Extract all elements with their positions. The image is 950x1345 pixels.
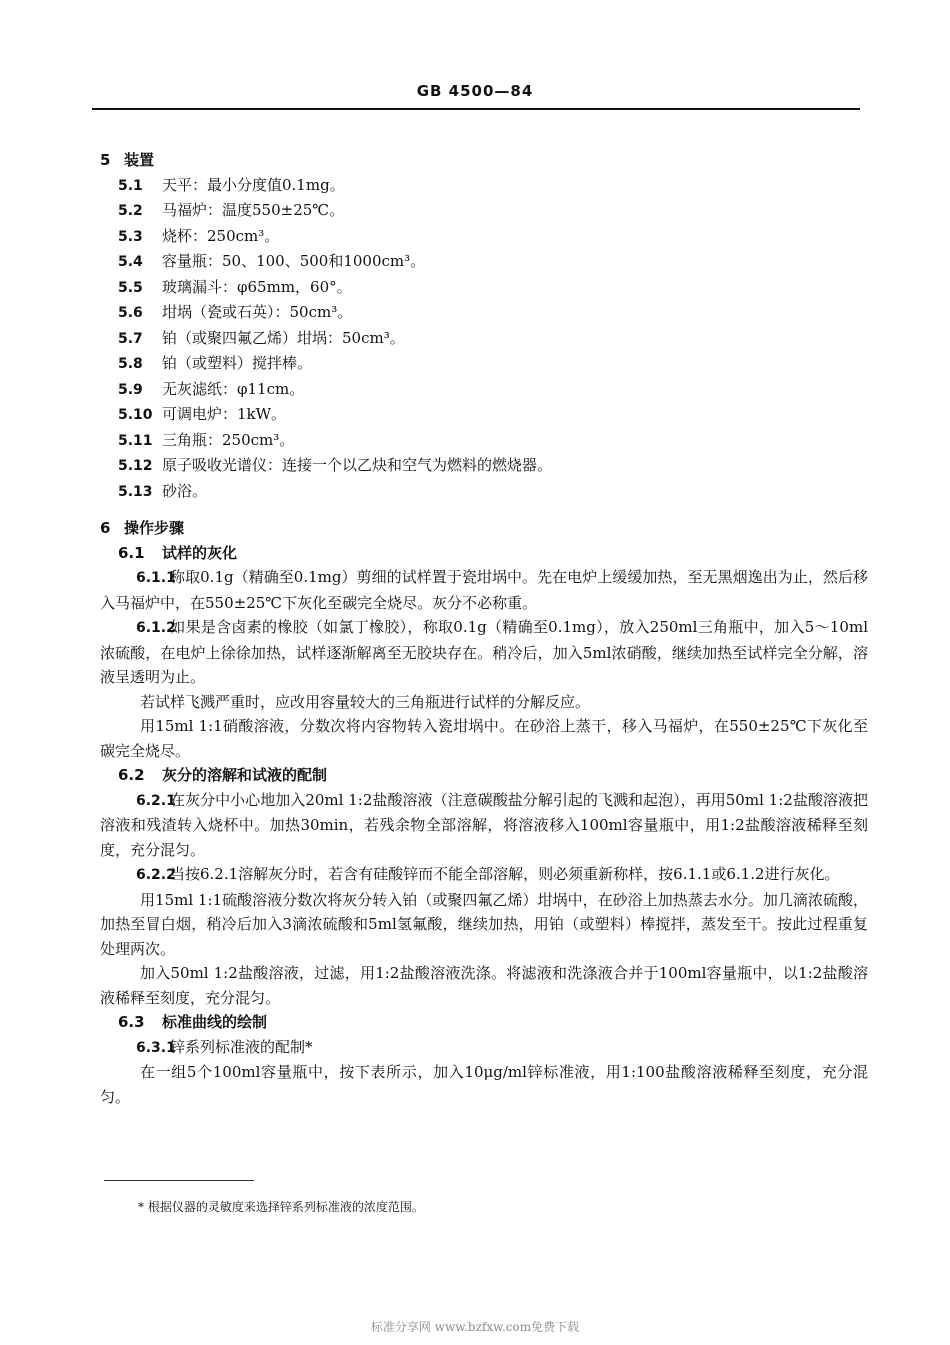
clause-text: 当按6.2.1溶解灰分时，若含有硅酸锌而不能全部溶解，则必须重新称样，按6.1.1或6.1.2进行灰化。 [170,865,840,883]
clause-6-3-1 [100,1035,868,1061]
item-text: 可调电炉：1kW。 [162,405,287,423]
item-text: 马福炉：温度550±25℃。 [162,201,345,219]
item-number: 5.1 [118,177,143,194]
paragraph: 用15ml 1:1硝酸溶液，分数次将内容物转入瓷坩埚中。在砂浴上蒸干，移入马福炉，在550±25℃下灰化至碳完全烧尽。 [100,717,868,760]
list-item [100,198,868,224]
item-number: 5.11 [118,432,153,449]
item-number: 5.2 [118,203,143,219]
item-text: 烧杯：250cm³。 [162,226,280,245]
footnote-rule [104,1180,254,1181]
subsection-title: 灰分的溶解和试液的配制 [162,766,328,784]
document-body [100,148,868,1109]
item-number: 5.13 [118,483,153,500]
subsection-number: 6.1 [118,543,145,562]
list-item [100,377,868,403]
paragraph: 用15ml 1:1硫酸溶液分数次将灰分转入铂（或聚四氟乙烯）坩埚中，在砂浴上加热蒸去水分。加几滴浓硫酸，加热至冒白烟，稍冷后加入3滴浓硫酸和5ml氢氟酸，继续加热，用铂（或塑料）棒搅拌，蒸发至干。按此过程重复处理两次。 [100,890,868,958]
clause-number: 6.2.2 [136,867,176,883]
equipment-list [100,173,868,505]
subsection-title: 试样的灰化 [162,543,238,562]
clause-number: 6.3.1 [136,1039,176,1056]
item-text: 三角瓶：250cm³。 [162,430,295,449]
clause-text: 如果是含卤素的橡胶（如氯丁橡胶），称取0.1g（精确至0.1mg），放入250ml三角瓶中，加入5～10ml浓硫酸，在电炉上徐徐加热，试样逐渐解离至无胶块存在。稍冷后，加入5ml浓硝酸，继续加热至试样完全分解，溶液呈透明为止。 [100,618,868,686]
item-text: 玻璃漏斗：φ65mm，60°。 [162,277,352,296]
list-item [100,249,868,275]
item-text: 天平：最小分度值0.1mg。 [162,175,345,194]
item-number: 5.9 [118,381,143,398]
section-6-heading [100,516,868,541]
list-item [100,300,868,326]
clause-text: 在灰分中小心地加入20ml 1:2盐酸溶液（注意碳酸盐分解引起的飞溅和起泡），再用50ml 1:2盐酸溶液把溶液和残渣转入烧杯中。加热30min，若残余物全部溶解，将溶液移入100ml容量瓶中，用1:2盐酸溶液稀释至刻度，充分混匀。 [100,790,868,859]
list-item [100,479,868,505]
clause-text: 锌系列标准液的配制* [170,1037,313,1056]
clause-number: 6.1.1 [136,570,176,586]
list-item [100,224,868,250]
list-item [100,173,868,199]
standard-code-header: GB 4500—84 [416,82,534,100]
subsection-number: 6.2 [118,766,145,784]
list-item [100,326,868,352]
site-watermark: 标准分享网 www.bzfxw.com免费下载 [370,1320,580,1334]
clause-text: 称取0.1g（精确至0.1mg）剪细的试样置于瓷坩埚中。先在电炉上缓缓加热，至无黑烟逸出为止，然后移入马福炉中，在550±25℃下灰化至碳完全烧尽。灰分不必称重。 [100,568,868,612]
clause-6-2-1 [100,788,868,863]
item-text: 砂浴。 [162,481,208,500]
item-number: 5.10 [118,407,153,423]
clause-6-1-2 [100,615,868,690]
subsection-6-1-heading [100,541,868,566]
item-text: 坩埚（瓷或石英）：50cm³。 [162,303,353,321]
list-item [100,402,868,428]
item-number: 5.4 [118,254,143,270]
item-text: 原子吸收光谱仪：连接一个以乙炔和空气为燃料的燃烧器。 [162,456,553,474]
item-number: 5.3 [118,228,143,245]
section-number: 6 [100,519,111,537]
item-text: 铂（或塑料）搅拌棒。 [162,354,313,372]
clause-number: 6.1.2 [136,620,176,636]
item-number: 5.5 [118,279,143,296]
list-item [100,428,868,454]
item-number: 5.8 [118,356,143,372]
item-number: 5.6 [118,305,143,321]
list-item [100,453,868,479]
section-title: 装置 [124,151,155,169]
item-number: 5.12 [118,458,153,474]
list-item [100,351,868,377]
subsection-number: 6.3 [118,1013,145,1031]
item-text: 容量瓶：50、100、500和1000cm³。 [162,252,426,270]
section-number: 5 [100,151,111,169]
section-5-heading [100,148,868,173]
paragraph: 在一组5个100ml容量瓶中，按下表所示，加入10μg/ml锌标准液，用1:100盐酸溶液稀释至刻度，充分混匀。 [100,1063,868,1106]
item-text: 铂（或聚四氟乙烯）坩埚：50cm³。 [162,328,405,347]
header-rule [92,108,860,110]
subsection-6-2-heading [100,763,868,788]
clause-number: 6.2.1 [136,792,176,809]
subsection-title: 标准曲线的绘制 [162,1013,268,1031]
item-number: 5.7 [118,330,143,347]
paragraph: 加入50ml 1:2盐酸溶液，过滤，用1:2盐酸溶液洗涤。将滤液和洗涤液合并于100ml容量瓶中，以1:2盐酸溶液稀释至刻度，充分混匀。 [100,964,868,1007]
paragraph: 若试样飞溅严重时，应改用容量较大的三角瓶进行试样的分解反应。 [140,692,591,711]
footnote: * 根据仪器的灵敏度来选择锌系列标准液的浓度范围。 [138,1200,424,1214]
section-title: 操作步骤 [124,519,185,537]
subsection-6-3-heading [100,1010,868,1035]
clause-6-1-1 [100,565,868,615]
list-item [100,275,868,301]
item-text: 无灰滤纸：φ11cm。 [162,379,305,398]
clause-6-2-2 [100,862,868,888]
